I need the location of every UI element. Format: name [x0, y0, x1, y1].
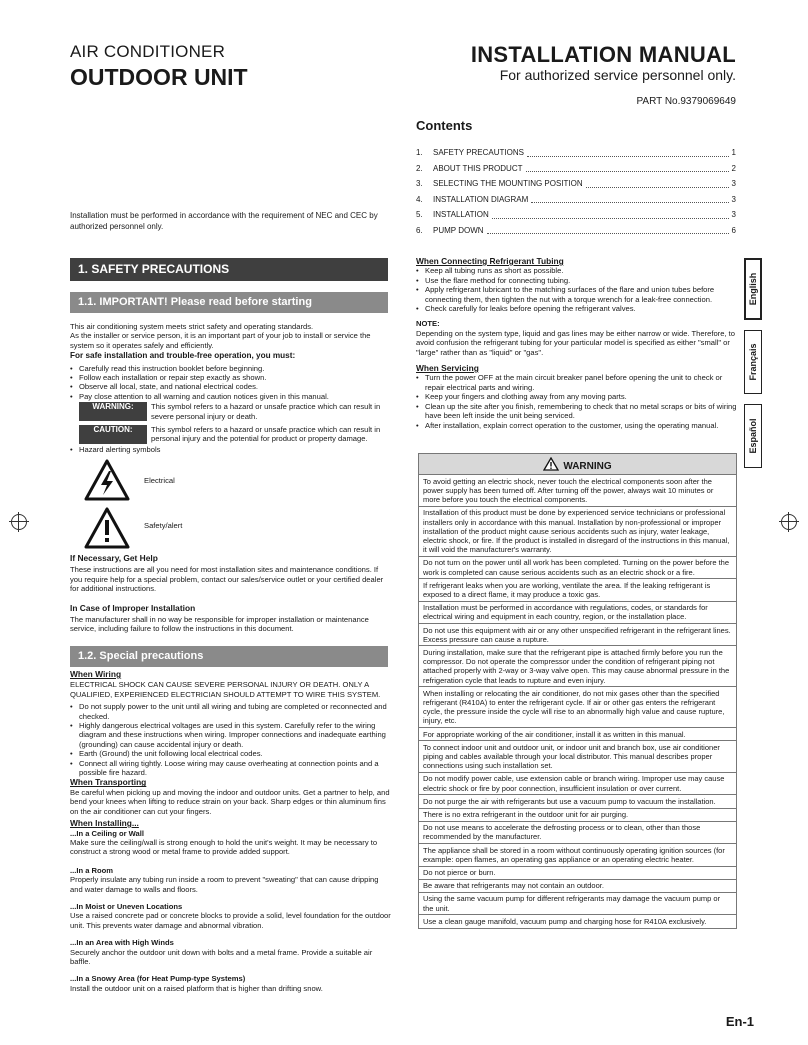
warning-text: This symbol refers to a hazard or unsafe practice which can result in severe personal injury or death. — [151, 402, 381, 421]
table-row: During installation, make sure that the refrigerant pipe is attached firmly before you run the compressor. Do not operate the compressor under the condition of refrigerant piping not attached properly with 2-way or 3-way valve open. This may cause abnormal pressure in the refrigeration cycle that leads to rupture and even injury. — [419, 646, 737, 687]
table-row: Installation of this product must be done by experienced service technicians or professional installers only in accordance with this manual. Installation by non-professional or improper installation of the product might cause serious accidents such as injury, water leakage, electric shock, or fire. If the product is installed in disregard of the instructions in this manual, it will void the manufacturer's warranty. — [419, 506, 737, 556]
manual-title: INSTALLATION MANUAL — [470, 42, 736, 67]
help-title: If Necessary, Get Help — [70, 553, 158, 563]
electrical-label: Electrical — [144, 476, 175, 485]
toc-number: 5. — [416, 210, 423, 220]
moist-text: Use a raised concrete pad or concrete blocks to provide a solid, level foundation for the outdoor unit. This prevents water damage and abnormal vibration. — [70, 911, 391, 930]
list-item: • Observe all local, state, and national electrical codes. — [79, 382, 392, 391]
transport-title: When Transporting — [70, 777, 147, 788]
product-title: OUTDOOR UNIT — [70, 64, 248, 90]
help-block — [70, 554, 392, 634]
table-row: Do not use this equipment with air or any other unspecified refrigerant in the refrigerant lines. Excess pressure can cause a rupture. — [419, 624, 737, 646]
note-title: NOTE: — [416, 319, 440, 329]
ceiling-text: Make sure the ceiling/wall is strong enough to hold the unit's weight. It may be necessary to construct a strong wood or metal frame to provide added support. — [70, 837, 378, 857]
warning-definition — [79, 402, 392, 421]
electrical-hazard-icon — [84, 459, 130, 501]
snow-text: Install the outdoor unit on a raised platform that is higher than drifting snow. — [70, 983, 323, 993]
important-body — [70, 322, 392, 454]
list-item: • Keep your fingers and clothing away from any moving parts. — [425, 392, 739, 401]
servicing-title: When Servicing — [416, 363, 479, 374]
table-row: Installation must be performed in accordance with regulations, codes, or standards for electrical wiring and equipment in each country, region, or the installation place. — [419, 601, 737, 623]
ceiling-title: ...In a Ceiling or Wall — [70, 828, 144, 838]
caution-label: CAUTION: — [79, 425, 147, 444]
part-number: PART No.9379069649 — [636, 96, 736, 107]
list-item: • Use the flare method for connecting tubing. — [425, 276, 739, 285]
section-heading-safety: 1. SAFETY PRECAUTIONS — [70, 258, 388, 281]
wiring-warning: ELECTRICAL SHOCK CAN CAUSE SEVERE PERSONAL INJURY OR DEATH. ONLY A QUALIFIED, EXPERIENCED ELECTRICIAN SHOULD ATTEMPT TO WIRE THIS SYSTEM. — [70, 680, 381, 699]
table-row: For appropriate working of the air conditioner, install it as written in this manual. — [419, 728, 737, 741]
special-precautions-body — [70, 670, 392, 993]
installation-note: Installation must be performed in accordance with the requirement of NEC and CEC by authorized personnel only. — [70, 211, 378, 231]
wind-text: Securely anchor the outdoor unit down with bolts and a metal frame. Provide a suitable air baffle. — [70, 947, 373, 966]
tubing-title: When Connecting Refrigerant Tubing — [416, 256, 564, 266]
toc-page: 3 — [731, 210, 736, 220]
warning-triangle-icon — [543, 457, 559, 471]
table-row: To avoid getting an electric shock, never touch the electrical components soon after the power supply has been turned off. After turning off the power, always wait 10 minutes or more before you touch the electrical components. — [419, 475, 737, 507]
toc-number: 1. — [416, 148, 423, 158]
list-item: • Carefully read this instruction booklet before beginning. — [79, 364, 392, 373]
toc-item[interactable] — [416, 145, 736, 161]
manual-subtitle: For authorized service personnel only. — [499, 67, 736, 83]
toc-number: 3. — [416, 179, 423, 189]
warning-label: WARNING: — [79, 402, 147, 421]
table-row: If refrigerant leaks when you are working, ventilate the area. If the leaking refrigerant is exposed to a direct flame, it may produce a toxic gas. — [419, 579, 737, 601]
registration-mark-left — [11, 514, 27, 530]
list-item: • Clean up the site after you finish, remembering to check that no metal scraps or bits of wiring have been left inside the unit being serviced. — [425, 402, 739, 421]
toc-number: 6. — [416, 225, 423, 235]
table-row: When installing or relocating the air conditioner, do not mix gases other than the specified refrigerant (R410A) to enter the refrigerant cycle. If air or other gas enters the refrigerant cycle, the pressure inside the cycle will rise to an abnormally high value and cause rupture, injury, etc. — [419, 687, 737, 728]
list-item: • Turn the power OFF at the main circuit breaker panel before opening the unit to check or repair electrical parts and wiring. — [425, 373, 739, 392]
tab-francais[interactable]: Français — [744, 330, 762, 394]
list-item: • Connect all wiring tightly. Loose wiring may cause overheating at connection points and a possible fire hazard. — [79, 759, 392, 778]
toc-item[interactable] — [416, 192, 736, 208]
warning-table — [418, 453, 737, 929]
table-row: Using the same vacuum pump for different refrigerants may damage the vacuum pump or the unit. — [419, 892, 737, 914]
table-row: Do not pierce or burn. — [419, 866, 737, 879]
table-row: The appliance shall be stored in a room without continuously operating ignition sources (for example: open flames, an operating gas appliance or an operating electric heater. — [419, 844, 737, 866]
toc-page: 6 — [731, 225, 736, 235]
table-row: Do not use means to accelerate the defrosting process or to clean, other than those recommended by the manufacturer. — [419, 821, 737, 843]
subsection-heading-special: 1.2. Special precautions — [70, 646, 388, 667]
list-item: • After installation, explain correct operation to the customer, using the operating manual. — [425, 421, 739, 430]
warning-table-header — [419, 454, 737, 475]
toc-page: 3 — [731, 179, 736, 189]
list-item: • Hazard alerting symbols — [79, 445, 392, 454]
list-item: • Earth (Ground) the unit following local electrical codes. — [79, 749, 392, 758]
note-text: Depending on the system type, liquid and gas lines may be either narrow or wide. Therefore, to avoid confusion the refrigerant tubing for your particular model is specified as either "small" or "large" rather than as "liquid" or "gas". — [416, 328, 735, 357]
product-category: AIR CONDITIONER — [70, 42, 226, 61]
safety-alert-icon — [84, 507, 130, 549]
improper-title: In Case of Improper Installation — [70, 602, 196, 613]
toc-item[interactable] — [416, 161, 736, 177]
toc-label: INSTALLATION — [433, 210, 489, 220]
subsection-heading-important: 1.1. IMPORTANT! Please read before starting — [70, 292, 388, 313]
wind-title: ...In an Area with High Winds — [70, 938, 174, 948]
list-item: • Highly dangerous electrical voltages are used in this system. Carefully refer to the wiring diagram and these instructions when wiring. Improper connections and inadequate earthing (grounding) can cause accidental injury or death. — [79, 721, 392, 749]
help-text: These instructions are all you need for most installation sites and maintenance conditions. If you require help for a special problem, contact our sales/service outlet or your certified dealer for additional instructions. — [70, 565, 384, 594]
snow-title: ...In a Snowy Area (for Heat Pump-type Systems) — [70, 974, 246, 984]
wiring-title: When Wiring — [70, 669, 122, 679]
list-item: • Check carefully for leaks before opening the refrigerant valves. — [425, 304, 739, 313]
toc-number: 4. — [416, 194, 423, 204]
table-row: Do not purge the air with refrigerants but use a vacuum pump to vacuum the installation. — [419, 795, 737, 808]
table-of-contents — [416, 145, 736, 238]
moist-title: ...In Moist or Uneven Locations — [70, 901, 183, 911]
list-item: • Do not supply power to the unit until all wiring and tubing are completed or reconnected and checked. — [79, 702, 392, 721]
list-item: • Keep all tubing runs as short as possible. — [425, 266, 739, 275]
room-text: Properly insulate any tubing run inside a room to prevent "sweating" that can cause dripping and water damage to walls and floors. — [70, 875, 379, 894]
list-item: • Apply refrigerant lubricant to the matching surfaces of the flare and union tubes before connecting them, then tighten the nut with a torque wrench for a leak-free connection. — [425, 285, 739, 304]
table-row: Be aware that refrigerants may not contain an outdoor. — [419, 879, 737, 892]
toc-item[interactable] — [416, 223, 736, 239]
tab-english[interactable]: English — [744, 258, 762, 320]
toc-item[interactable] — [416, 207, 736, 223]
table-row: Do not modify power cable, use extension cable or branch wiring. Improper use may cause electric shock or fire by poor connection, insufficient insulation or over current. — [419, 772, 737, 794]
toc-label: SAFETY PRECAUTIONS — [433, 148, 524, 158]
right-column-body — [416, 257, 739, 430]
warning-table-title: WARNING — [563, 461, 612, 472]
safety-alert-label: Safety/alert — [144, 521, 183, 530]
tab-espanol[interactable]: Español — [744, 404, 762, 468]
toc-label: PUMP DOWN — [433, 225, 484, 235]
toc-item[interactable] — [416, 176, 736, 192]
toc-label: ABOUT THIS PRODUCT — [433, 163, 523, 173]
improper-text: The manufacturer shall in no way be responsible for improper installation or maintenance service, including failure to follow the instructions in this document. — [70, 615, 369, 634]
caution-definition — [79, 425, 392, 444]
toc-page: 3 — [731, 194, 736, 204]
paragraph: This air conditioning system meets strict safety and operating standards. — [70, 322, 314, 331]
caution-text: This symbol refers to a hazard or unsafe practice which can result in personal injury and the potential for product or property damage. — [151, 425, 381, 444]
toc-label: INSTALLATION DIAGRAM — [433, 194, 529, 204]
toc-page: 1 — [731, 148, 736, 158]
toc-label: SELECTING THE MOUNTING POSITION — [433, 179, 583, 189]
page-number: En-1 — [725, 1014, 754, 1029]
list-item: • Follow each installation or repair step exactly as shown. — [79, 373, 392, 382]
table-row: Use a clean gauge manifold, vacuum pump and charging hose for R410A exclusively. — [419, 915, 737, 928]
bold-instruction: For safe installation and trouble-free operation, you must: — [70, 351, 296, 361]
table-row: There is no extra refrigerant in the outdoor unit for air purging. — [419, 808, 737, 821]
toc-number: 2. — [416, 163, 423, 173]
transport-text: Be careful when picking up and moving the indoor and outdoor units. Get a partner to help, and bend your knees when lifting to reduce strain on your back. Sharp edges or thin aluminum fins on the air conditioner can cut your fingers. — [70, 787, 390, 816]
paragraph: As the installer or service person, it is an important part of your job to install or service the system so it operates safely and efficiently. — [70, 331, 371, 350]
room-title: ...In a Room — [70, 865, 114, 875]
registration-mark-right — [781, 514, 797, 530]
list-item: • Pay close attention to all warning and caution notices given in this manual. — [79, 392, 392, 401]
toc-page: 2 — [731, 163, 736, 173]
table-row: To connect indoor unit and outdoor unit, or indoor unit and branch box, use air conditioner piping and cables available through your local distributor. This manual describes proper connections using such installation set. — [419, 741, 737, 773]
installing-title: When Installing... — [70, 818, 139, 829]
contents-title: Contents — [416, 118, 473, 133]
table-row: Do not turn on the power until all work has been completed. Turning on the power before the work is completed can cause serious accidents such as an electric shock or a fire. — [419, 556, 737, 578]
